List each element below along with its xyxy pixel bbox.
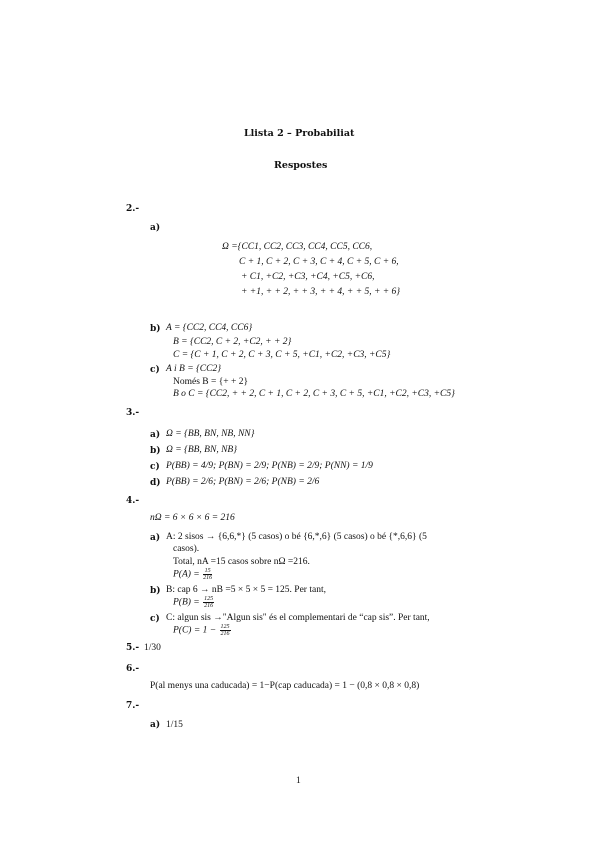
q3-d-text: P(BB) = 2/6; P(BN) = 2/6; P(NB) = 2/6 bbox=[166, 477, 320, 487]
q3-d-label: d) bbox=[150, 478, 161, 488]
q4-b-probability: P(B) = $\frac{125}{216}$ bbox=[173, 596, 214, 609]
q2-b-line-2: B = {CC2, C + 2, +C2, + + 2} bbox=[173, 337, 292, 347]
q3-c-text: P(BB) = 4/9; P(BN) = 2/9; P(NB) = 2/9; P(NN) = 1/9 bbox=[166, 461, 373, 471]
q4-a-line-1: A: 2 sisos → {6,6,*} (5 casos) o bé {6,*,6} (5 casos) o bé {*,6,6} (5 bbox=[166, 532, 427, 542]
q2-b-line-1: A = {CC2, CC4, CC6} bbox=[166, 323, 253, 333]
q3-a-label: a) bbox=[150, 430, 161, 440]
q3-b-text: Ω = {BB, BN, NB} bbox=[166, 445, 238, 455]
q4-a-line-3: Total, nA =15 casos sobre nΩ =216. bbox=[173, 557, 310, 567]
q2-b-label: b) bbox=[150, 324, 161, 334]
q2-omega-line-4: + +1, + + 2, + + 3, + + 4, + + 5, + + 6} bbox=[241, 287, 401, 297]
q6-answer: P(al menys una caducada) = 1−P(cap caducada) = 1 − (0,8 × 0,8 × 0,8) bbox=[150, 681, 420, 691]
q2-c-line-1: A i B = {CC2} bbox=[166, 364, 222, 374]
q4-n-omega: nΩ = 6 × 6 × 6 = 216 bbox=[150, 513, 235, 523]
q5-answer: 1/30 bbox=[144, 643, 161, 653]
q4-a-probability: P(A) = $\frac{15}{216}$ bbox=[173, 568, 213, 581]
question-3-number: 3.- bbox=[126, 408, 140, 418]
q2-c-line-2: Només B = {+ + 2} bbox=[173, 377, 249, 387]
q2-c-line-3: B o C = {CC2, + + 2, C + 1, C + 2, C + 3, C + 5, +C1, +C2, +C3, +C5} bbox=[173, 389, 455, 399]
q4-c-label: c) bbox=[150, 614, 160, 624]
q2-omega-line-1: Ω ={CC1, CC2, CC3, CC4, CC5, CC6, bbox=[222, 242, 373, 252]
q2-omega-line-3: + C1, +C2, +C3, +C4, +C5, +C6, bbox=[241, 272, 375, 282]
document-title: Llista 2 – Probabiliat bbox=[244, 128, 355, 139]
q2-omega-line-2: C + 1, C + 2, C + 3, C + 4, C + 5, C + 6, bbox=[239, 257, 399, 267]
q3-c-label: c) bbox=[150, 462, 160, 472]
q4-a-label: a) bbox=[150, 533, 161, 543]
q4-b-line-1: B: cap 6 → nB =5 × 5 × 5 = 125. Per tant, bbox=[166, 585, 326, 595]
q3-b-label: b) bbox=[150, 446, 161, 456]
q3-a-text: Ω = {BB, BN, NB, NN} bbox=[166, 429, 255, 439]
q4-c-line-1: C: algun sis →"Algun sis" és el complementari de “cap sis”. Per tant, bbox=[166, 613, 430, 623]
q4-c-fraction: $\frac{125}{216}$ bbox=[220, 624, 230, 637]
q4-b-fraction: $\frac{125}{216}$ bbox=[204, 596, 214, 609]
q4-a-fraction: $\frac{15}{216}$ bbox=[203, 568, 213, 581]
page-number: 1 bbox=[296, 776, 301, 786]
q4-c-probability: P(C) = 1 − $\frac{125}{216}$ bbox=[173, 624, 230, 637]
question-6-number: 6.- bbox=[126, 664, 140, 674]
question-5-number: 5.- bbox=[126, 643, 140, 653]
q7-a-answer: 1/15 bbox=[166, 720, 183, 730]
question-2-number: 2.- bbox=[126, 204, 140, 214]
question-7-number: 7.- bbox=[126, 701, 140, 711]
q4-b-label: b) bbox=[150, 586, 161, 596]
q7-a-label: a) bbox=[150, 720, 161, 730]
q4-a-line-2: casos). bbox=[173, 544, 200, 554]
question-4-number: 4.- bbox=[126, 496, 140, 506]
document-subtitle: Respostes bbox=[274, 160, 328, 171]
q2-a-label: a) bbox=[150, 223, 161, 233]
q2-c-label: c) bbox=[150, 365, 160, 375]
q2-b-line-3: C = {C + 1, C + 2, C + 3, C + 5, +C1, +C2, +C3, +C5} bbox=[173, 350, 391, 360]
